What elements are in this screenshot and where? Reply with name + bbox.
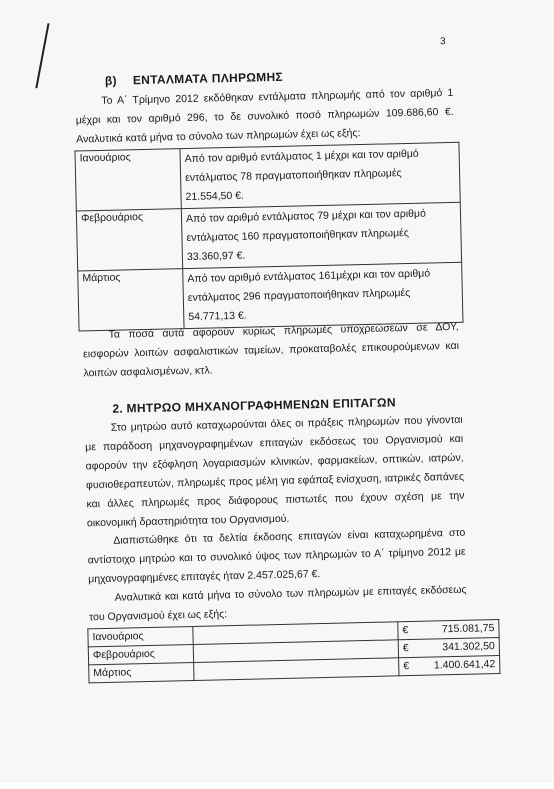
currency-symbol: € [402, 642, 409, 655]
description-cell [181, 202, 461, 268]
section-b-heading: ΕΝΤΑΛΜΑΤΑ ΠΛΗΡΩΜΗΣ [132, 69, 284, 88]
month-cell: Μάρτιος [78, 269, 184, 331]
amount-value: 715.081,75 [441, 622, 495, 636]
table-row [75, 142, 460, 211]
section-2-heading: 2. ΜΗΤΡΩΟ ΜΗΧΑΝΟΓΡΑΦΗΜΕΝΩΝ ΕΠΙΤΑΓΩΝ [112, 395, 396, 416]
section-b-intro: Το Α΄ Τρίμηνο 2012 εκδόθηκαν εντάλματα πληρωμής από τον αριθμό 1 μέχρι και τον αριθμό 296, το δε συνολικό ποσό πληρωμών 109.686,60 €. Αναλυτικά κατά μήνα το σύνολο των πληρωμών έχει ως εξής: [75, 86, 454, 146]
amount-value: 341.302,50 [442, 640, 495, 654]
description-amount: 21.554,50 €. [185, 189, 245, 204]
table-row [76, 202, 461, 271]
description-cell [180, 142, 460, 208]
section-b-heading-num: β) [104, 73, 117, 88]
section-2-para-3: Αναλυτικά και κατά μήνα το σύνολο των πληρωμών με επιταγές εκδόσεως του Οργανισμού έχει ως εξής: [88, 583, 467, 624]
section-2-para-1: Στο μητρώο αυτό καταχωρούνται όλες οι πράξεις πληρωμών που γίνονται με παράδοση μηχανογραφημένων επιταγών εκδόσεως του Οργανισμού και αφορούν την εξόφληση λογαριασμών κλινικών, φαρμακείων, οπτικών, ιατρών, φυσιοθεραπευτών, πληρωμές προς μέλη για εφάπαξ ενίσχυση, ιατρικές δαπάνες και άλλες πληρωμές προς διάφορους πιστωτές που έχουν σχέση με την οικονομική δραστηριότητα του Οργανισμού. [85, 413, 465, 530]
section-b-footer: Τα ποσά αυτά αφορούν κυρίως πληρωμές υποχρεώσεων σε ΔΟΥ, εισφορών λοιπών ασφαλιστικών ταμείων, προκαταβολές επικουρούμενων και λοιπών ασφαλισμένων, κτλ. [82, 320, 460, 380]
amount-cell [399, 656, 500, 676]
payment-orders-table [74, 142, 463, 332]
description-line: Από τον αριθμό εντάλματος 161μέχρι και τον αριθμό [187, 267, 431, 286]
page-number: 3 [439, 36, 446, 48]
description-line: Από τον αριθμό εντάλματος 79 μέχρι και τον αριθμό [185, 207, 426, 226]
section-2-para-2: Διαπιστώθηκε ότι τα δελτία έκδοσης επιταγών είναι καταχωρημένα στο αντίστοιχο μητρώο και το συνολικό ύψος των πληρωμών το Α΄ τρίμηνο 2012 με μηχανογραφημένες επιταγές ήταν 2.457.025,67 €. [87, 526, 466, 586]
description-line: εντάλματος 78 πραγματοποιήθηκαν πληρωμές [184, 167, 402, 185]
month-cell: Μάρτιος [89, 662, 194, 682]
checks-table [87, 619, 500, 683]
empty-cell [194, 658, 399, 681]
month-cell: Ιανουάριος [75, 149, 181, 211]
description-line: εντάλματος 296 πραγματοποιήθηκαν πληρωμές [187, 286, 411, 304]
amount-value: 1.400.641,42 [433, 658, 496, 672]
amount-cell [398, 620, 499, 640]
description-line: εντάλματος 160 πραγματοποιήθηκαν πληρωμές [186, 226, 409, 245]
currency-symbol: € [402, 624, 409, 637]
description-amount: 33.360,97 €. [186, 249, 246, 264]
amount-cell [398, 638, 499, 658]
month-cell: Φεβρουάριος [76, 209, 182, 271]
currency-symbol: € [403, 660, 410, 673]
month-cell: Ιανουάριος [88, 626, 193, 646]
margin-pen-mark [35, 23, 49, 88]
description-line: Από τον αριθμό εντάλματος 1 μέχρι και τον αριθμό [184, 147, 419, 166]
month-cell: Φεβρουάριος [88, 644, 193, 664]
description-amount: 54.771,13 €. [188, 309, 247, 323]
